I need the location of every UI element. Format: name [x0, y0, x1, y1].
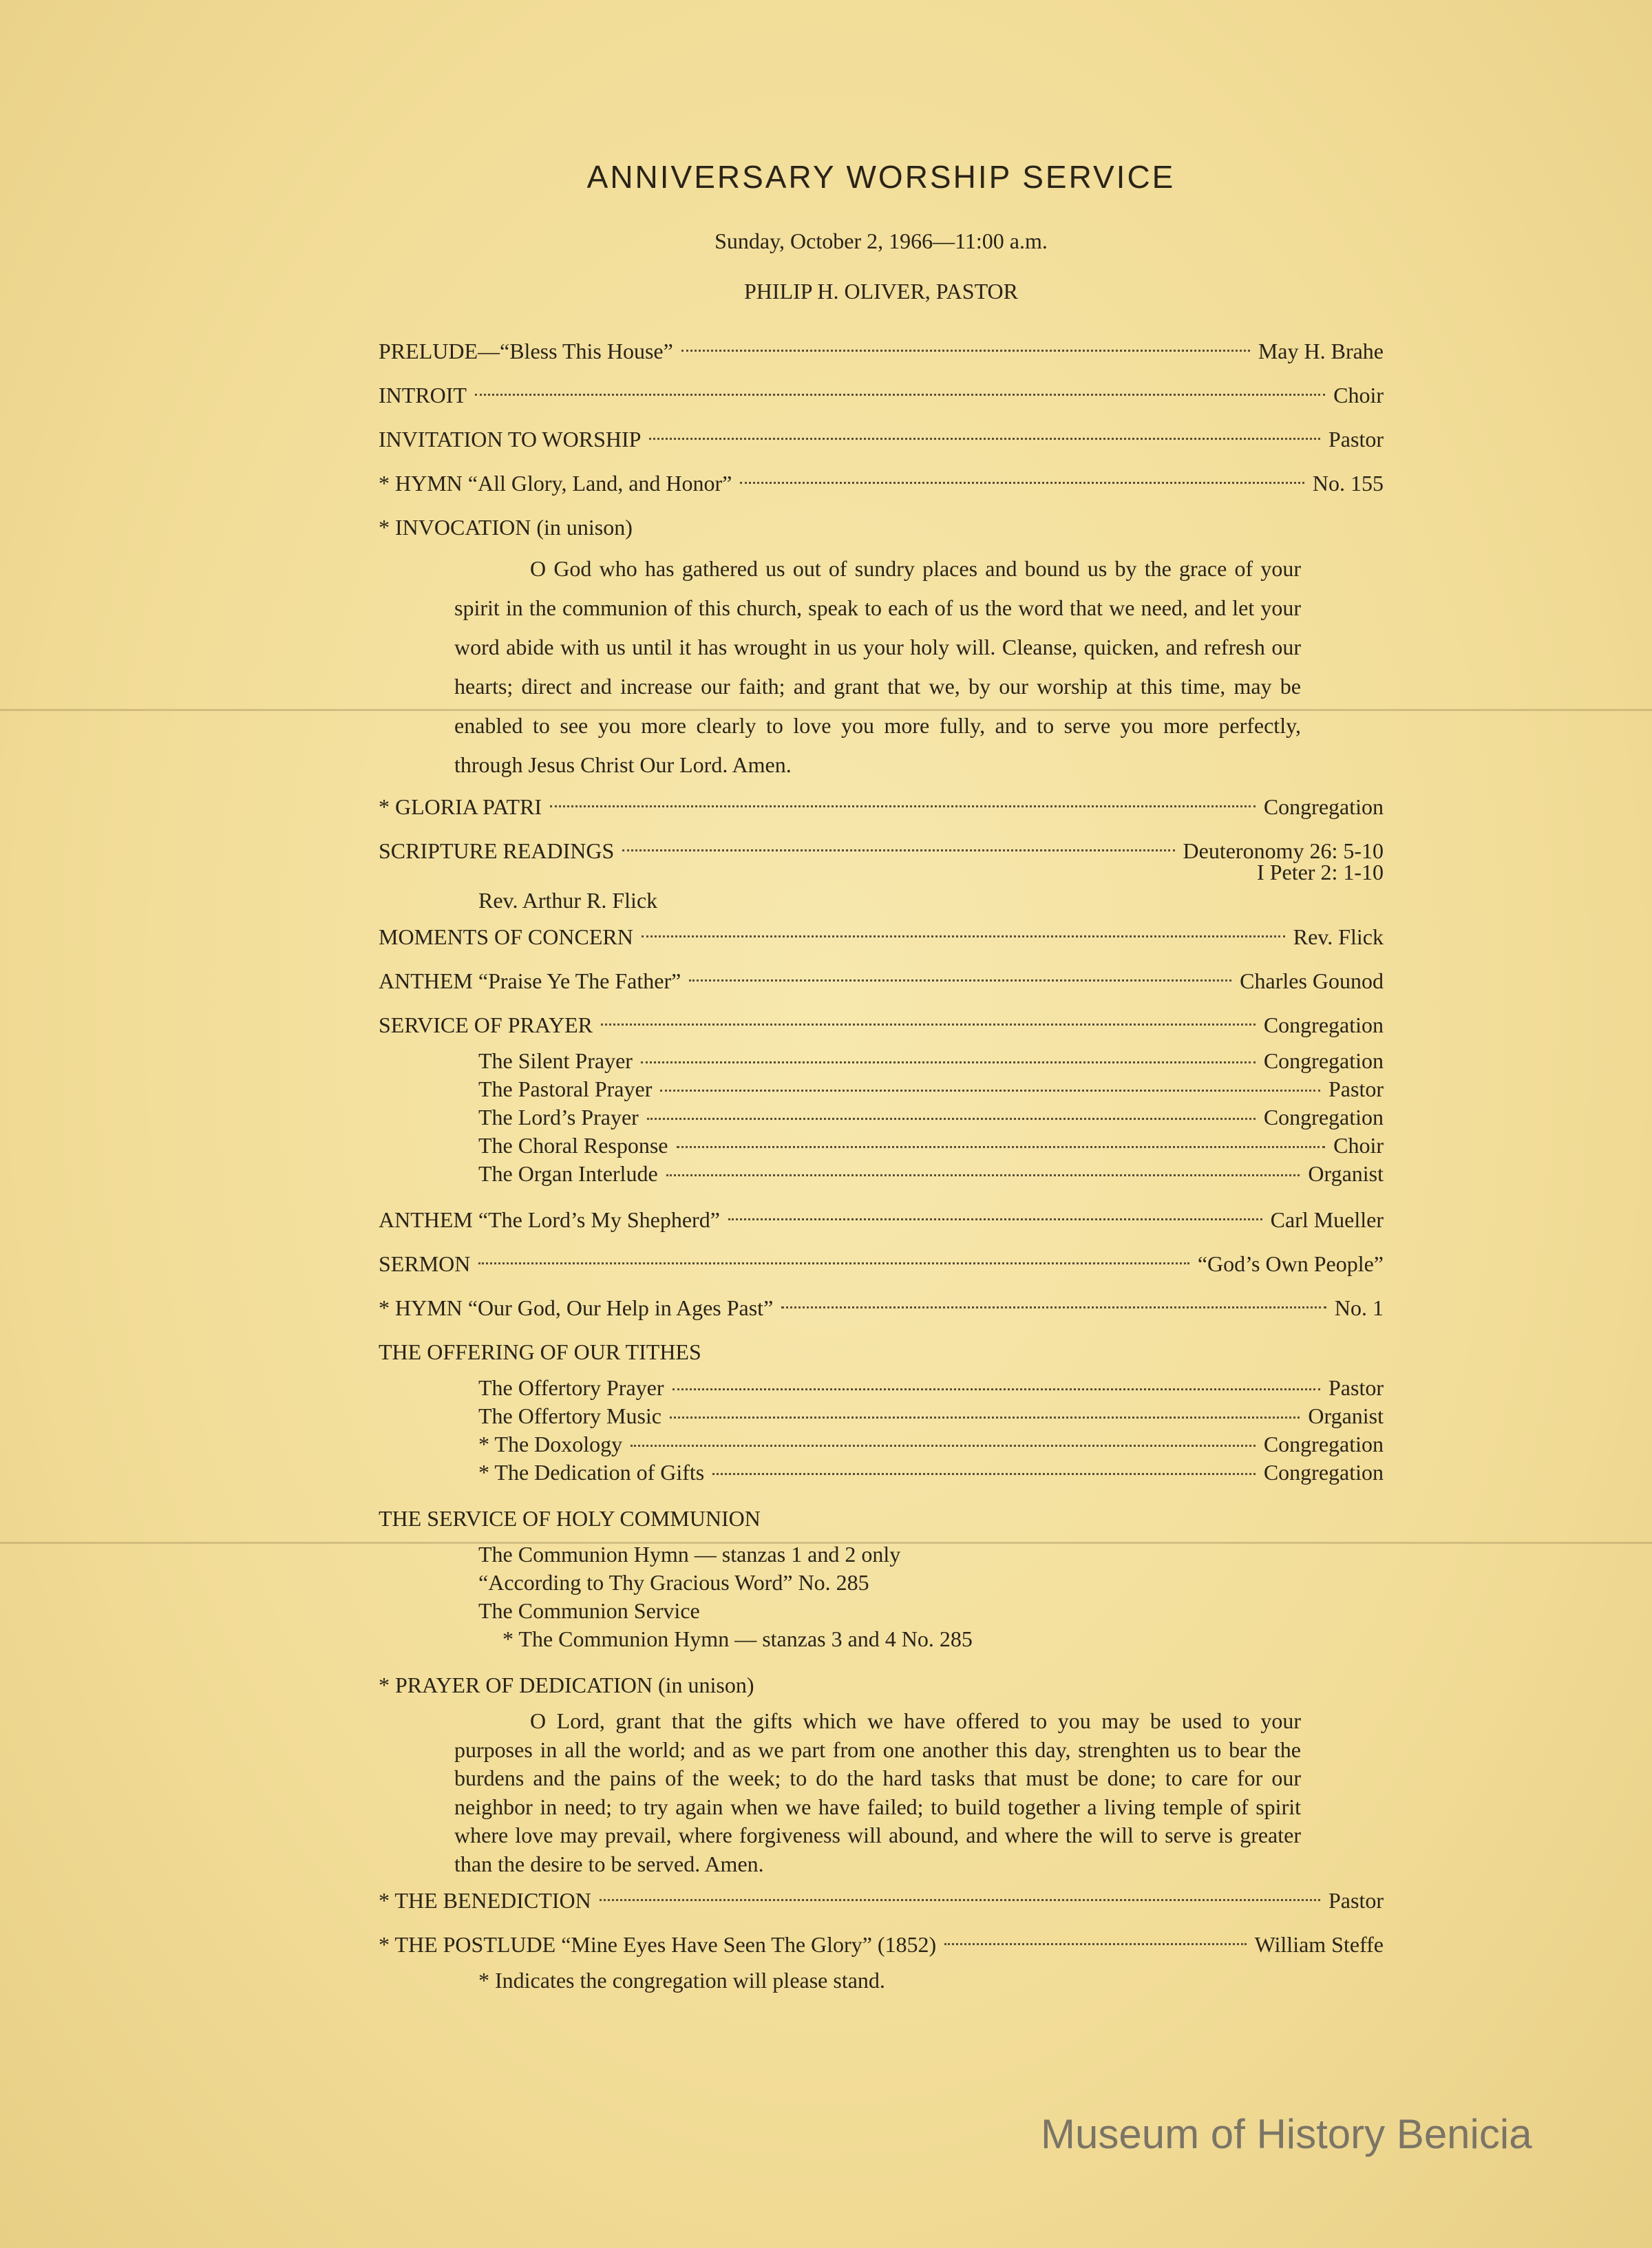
scripture-reader: Rev. Arthur R. Flick: [478, 888, 658, 913]
row-value: Congregation: [1263, 1048, 1384, 1073]
dot-leader: [740, 482, 1304, 484]
dedication-text: O Lord, grant that the gifts which we have offered to you may be used to your purposes in all the world; and as we part from one another this day, strenghten us to bear the burdens and the pains of the week; to do the hard tasks that must be done; to care for our neighbor in need; to try again when we have failed; to build together a living temple of spirit where love may prevail, where forgiveness will abound, and where the will to serve is greater than the desire to be served. Amen.: [454, 1708, 1301, 1876]
program-row-postlude: [379, 1922, 1384, 1966]
dot-leader: [631, 1445, 1256, 1447]
dedication-heading: * PRAYER OF DEDICATION (in unison): [379, 1673, 754, 1697]
dot-leader: [649, 438, 1320, 440]
row-label: * The Dedication of Gifts: [478, 1460, 705, 1485]
dot-leader: [670, 1417, 1300, 1419]
museum-watermark: Museum of History Benicia: [1041, 2111, 1532, 2157]
row-label: PRELUDE—“Bless This House”: [379, 339, 673, 363]
dot-leader: [677, 1146, 1326, 1148]
program-row-concern: [379, 915, 1384, 959]
row-label: * The Doxology: [478, 1432, 623, 1456]
row-value: Organist: [1308, 1161, 1384, 1186]
prayer-item: [379, 1075, 1384, 1103]
row-label: The Choral Response: [478, 1133, 668, 1158]
offering-heading: THE OFFERING OF OUR TITHES: [379, 1339, 701, 1364]
program-row-anthem: [379, 1198, 1384, 1242]
program-row-anthem: [379, 959, 1384, 1003]
program-row-prayer-service: [379, 1003, 1384, 1047]
row-label: * THE POSTLUDE “Mine Eyes Have Seen The Glory” (1852): [379, 1932, 937, 1957]
row-value: No. 1: [1334, 1295, 1384, 1320]
row-value: Carl Mueller: [1270, 1207, 1384, 1232]
page-title: ANNIVERSARY WORSHIP SERVICE: [586, 159, 1176, 195]
row-value: “God’s Own People”: [1197, 1251, 1384, 1276]
row-label: SCRIPTURE READINGS: [379, 838, 615, 863]
dot-leader: [478, 1262, 1189, 1264]
dot-leader: [673, 1388, 1320, 1390]
program-row-introit: [379, 373, 1384, 417]
service-date: Sunday, October 2, 1966—11:00 a.m.: [714, 229, 1048, 253]
dot-leader: [781, 1306, 1326, 1308]
row-value: Choir: [1333, 1133, 1384, 1158]
row-value: William Steffe: [1254, 1932, 1384, 1957]
spacer: [379, 1188, 1384, 1198]
dot-leader: [550, 805, 1256, 807]
row-value: Choir: [1333, 383, 1384, 407]
dot-leader: [689, 979, 1231, 982]
offering-item: [379, 1402, 1384, 1430]
row-value: No. 155: [1312, 471, 1384, 496]
row-value: Charles Gounod: [1240, 968, 1384, 993]
offering-item: [379, 1374, 1384, 1402]
row-label: MOMENTS OF CONCERN: [379, 924, 633, 949]
offering-item: [379, 1430, 1384, 1459]
dot-leader: [647, 1118, 1256, 1120]
dot-leader: [641, 1061, 1256, 1063]
program-row-hymn: [379, 1286, 1384, 1330]
row-value: Pastor: [1328, 1375, 1384, 1400]
communion-line: * The Communion Hymn — stanzas 3 and 4 No. 285: [502, 1626, 973, 1651]
row-label: The Organ Interlude: [478, 1161, 658, 1186]
row-value: May H. Brahe: [1258, 339, 1384, 363]
dot-leader: [601, 1024, 1256, 1026]
offering-item: [379, 1459, 1384, 1487]
communion-heading: THE SERVICE OF HOLY COMMUNION: [379, 1506, 761, 1531]
spacer: [379, 1487, 1384, 1496]
footnote: * Indicates the congregation will please stand.: [478, 1968, 885, 1993]
prayer-item: [379, 1132, 1384, 1160]
row-label: INTROIT: [379, 383, 467, 407]
row-label: * HYMN “All Glory, Land, and Honor”: [379, 471, 732, 496]
dot-leader: [944, 1943, 1246, 1945]
row-label: The Offertory Music: [478, 1403, 661, 1428]
program-sheet: [379, 158, 1384, 1995]
dot-leader: [600, 1899, 1320, 1901]
program-row-gloria: [379, 785, 1384, 829]
dot-leader: [642, 935, 1285, 937]
row-label: The Silent Prayer: [478, 1048, 633, 1073]
program-row-prelude: [379, 329, 1384, 373]
dot-leader: [622, 849, 1174, 851]
row-value: Pastor: [1328, 1077, 1384, 1101]
invocation-heading: * INVOCATION (in unison): [379, 515, 633, 540]
row-label: * THE BENEDICTION: [379, 1888, 591, 1913]
row-label: The Lord’s Prayer: [478, 1105, 639, 1130]
row-label: * HYMN “Our God, Our Help in Ages Past”: [379, 1295, 774, 1320]
row-value: Deuteronomy 26: 5-10: [1183, 838, 1384, 863]
row-value: Congregation: [1263, 1105, 1384, 1130]
communion-line: The Communion Hymn — stanzas 1 and 2 only: [478, 1542, 901, 1567]
row-label: SERVICE OF PRAYER: [379, 1012, 593, 1037]
dot-leader: [660, 1090, 1320, 1092]
row-value: Congregation: [1263, 1460, 1384, 1485]
row-label: SERMON: [379, 1251, 471, 1276]
row-value: Pastor: [1328, 1888, 1384, 1913]
invocation-text: O God who has gathered us out of sundry places and bound us by the grace of your spirit in the communion of this church, speak to each of us the word that we need, and let your word abide with us until it has wrought in us your holy will. Cleanse, quicken, and refresh our hearts; direct and increase our faith; and grant that we, by our worship at this time, may be enabled to see you more clearly to love you more fully, and to serve you more perfectly, through Jesus Christ Our Lord. Amen.: [454, 556, 1301, 777]
row-value: Congregation: [1263, 1012, 1384, 1037]
program-row-sermon: [379, 1242, 1384, 1286]
row-label: * GLORIA PATRI: [379, 794, 542, 819]
prayer-item: [379, 1103, 1384, 1132]
row-value: Organist: [1308, 1403, 1384, 1428]
row-value: Congregation: [1263, 1432, 1384, 1456]
prayer-item: [379, 1047, 1384, 1075]
row-value: Pastor: [1328, 427, 1384, 452]
dot-leader: [728, 1218, 1262, 1220]
row-value: Congregation: [1263, 794, 1384, 819]
dot-leader: [666, 1174, 1300, 1176]
row-label: The Pastoral Prayer: [478, 1077, 653, 1101]
communion-line: The Communion Service: [478, 1598, 700, 1623]
scripture-second-reading: I Peter 2: 1-10: [1257, 860, 1384, 884]
dot-leader: [712, 1473, 1256, 1475]
row-label: INVITATION TO WORSHIP: [379, 427, 642, 452]
dot-leader: [681, 350, 1250, 352]
prayer-item: [379, 1160, 1384, 1188]
communion-line: “According to Thy Gracious Word” No. 285: [478, 1570, 869, 1595]
row-label: ANTHEM “The Lord’s My Shepherd”: [379, 1207, 720, 1232]
dot-leader: [475, 394, 1325, 396]
spacer: [379, 1653, 1384, 1663]
program-row-invitation: [379, 417, 1384, 461]
row-value: Rev. Flick: [1293, 924, 1384, 949]
pastor-name: PHILIP H. OLIVER, PASTOR: [744, 279, 1018, 304]
row-label: ANTHEM “Praise Ye The Father”: [379, 968, 681, 993]
row-label: The Offertory Prayer: [478, 1375, 664, 1400]
program-row-benediction: [379, 1878, 1384, 1922]
program-row-hymn: [379, 461, 1384, 505]
